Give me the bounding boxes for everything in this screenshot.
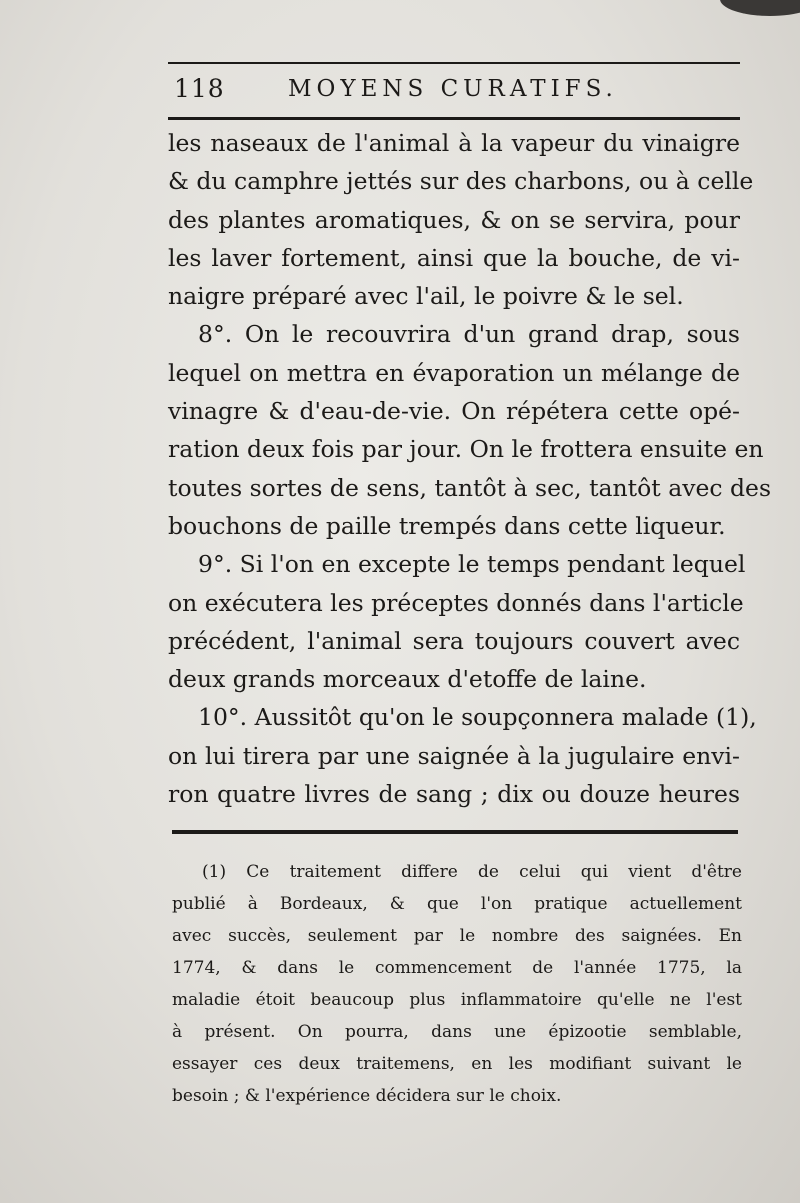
text-line: lequel on mettra en évaporation un mélange de: [168, 358, 740, 387]
top-rule: [168, 62, 740, 64]
text-line: 9°. Si l'on en excepte le temps pendant lequel: [198, 550, 746, 579]
footnote-line: essayer ces deux traitemens, en les modifiant suivant le: [172, 1054, 742, 1074]
text-line: les laver fortement, ainsi que la bouche, de vi-: [168, 243, 740, 272]
footnote-line: besoin ; & l'expérience décidera sur le choix.: [172, 1086, 562, 1106]
footnote-rule: [172, 830, 738, 834]
body-text: [168, 124, 772, 813]
text-line: naigre préparé avec l'ail, le poivre & le sel.: [168, 282, 684, 311]
text-line: ration deux fois par jour. On le frottera ensuite en: [168, 435, 764, 464]
text-line: vinagre & d'eau-de-vie. On répétera cette opé-: [168, 397, 740, 426]
footnote-line: 1774, & dans le commencement de l'année 1775, la: [172, 958, 742, 978]
running-head: [172, 72, 740, 108]
text-line: bouchons de paille trempés dans cette liqueur.: [168, 511, 726, 540]
footnote-line: maladie étoit beaucoup plus inflammatoire qu'elle ne l'est: [172, 990, 742, 1010]
page-number: 118: [174, 74, 225, 103]
text-line: ron quatre livres de sang ; dix ou douze heures: [168, 780, 740, 809]
text-line: des plantes aromatiques, & on se servira, pour: [168, 205, 740, 234]
running-title: MOYENS CURATIFS.: [288, 76, 618, 102]
text-line: & du camphre jettés sur des charbons, ou à celle: [168, 167, 754, 196]
footnote-line: publié à Bordeaux, & que l'on pratique actuellement: [172, 894, 742, 914]
text-line: toutes sortes de sens, tantôt à sec, tantôt avec des: [168, 473, 772, 502]
text-line: on exécutera les préceptes donnés dans l'article: [168, 588, 744, 617]
footnote-line: à présent. On pourra, dans une épizootie semblable,: [172, 1022, 742, 1042]
footnote-line: (1) Ce traitement differe de celui qui vient d'être: [202, 862, 742, 882]
page-corner-shadow: [720, 0, 800, 16]
text-line: précédent, l'animal sera toujours couvert avec: [168, 626, 740, 655]
header-rule: [168, 117, 740, 120]
text-line: deux grands morceaux d'etoffe de laine.: [168, 665, 647, 694]
text-line: les naseaux de l'animal à la vapeur du vinaigre: [168, 129, 740, 157]
footnote: [172, 856, 742, 1112]
text-line: 8°. On le recouvrira d'un grand drap, sous: [198, 320, 740, 349]
footnote-line: avec succès, seulement par le nombre des saignées. En: [172, 926, 742, 946]
text-line: on lui tirera par une saignée à la jugulaire envi-: [168, 741, 740, 770]
text-line: 10°. Aussitôt qu'on le soupçonnera malade (1),: [198, 703, 757, 732]
